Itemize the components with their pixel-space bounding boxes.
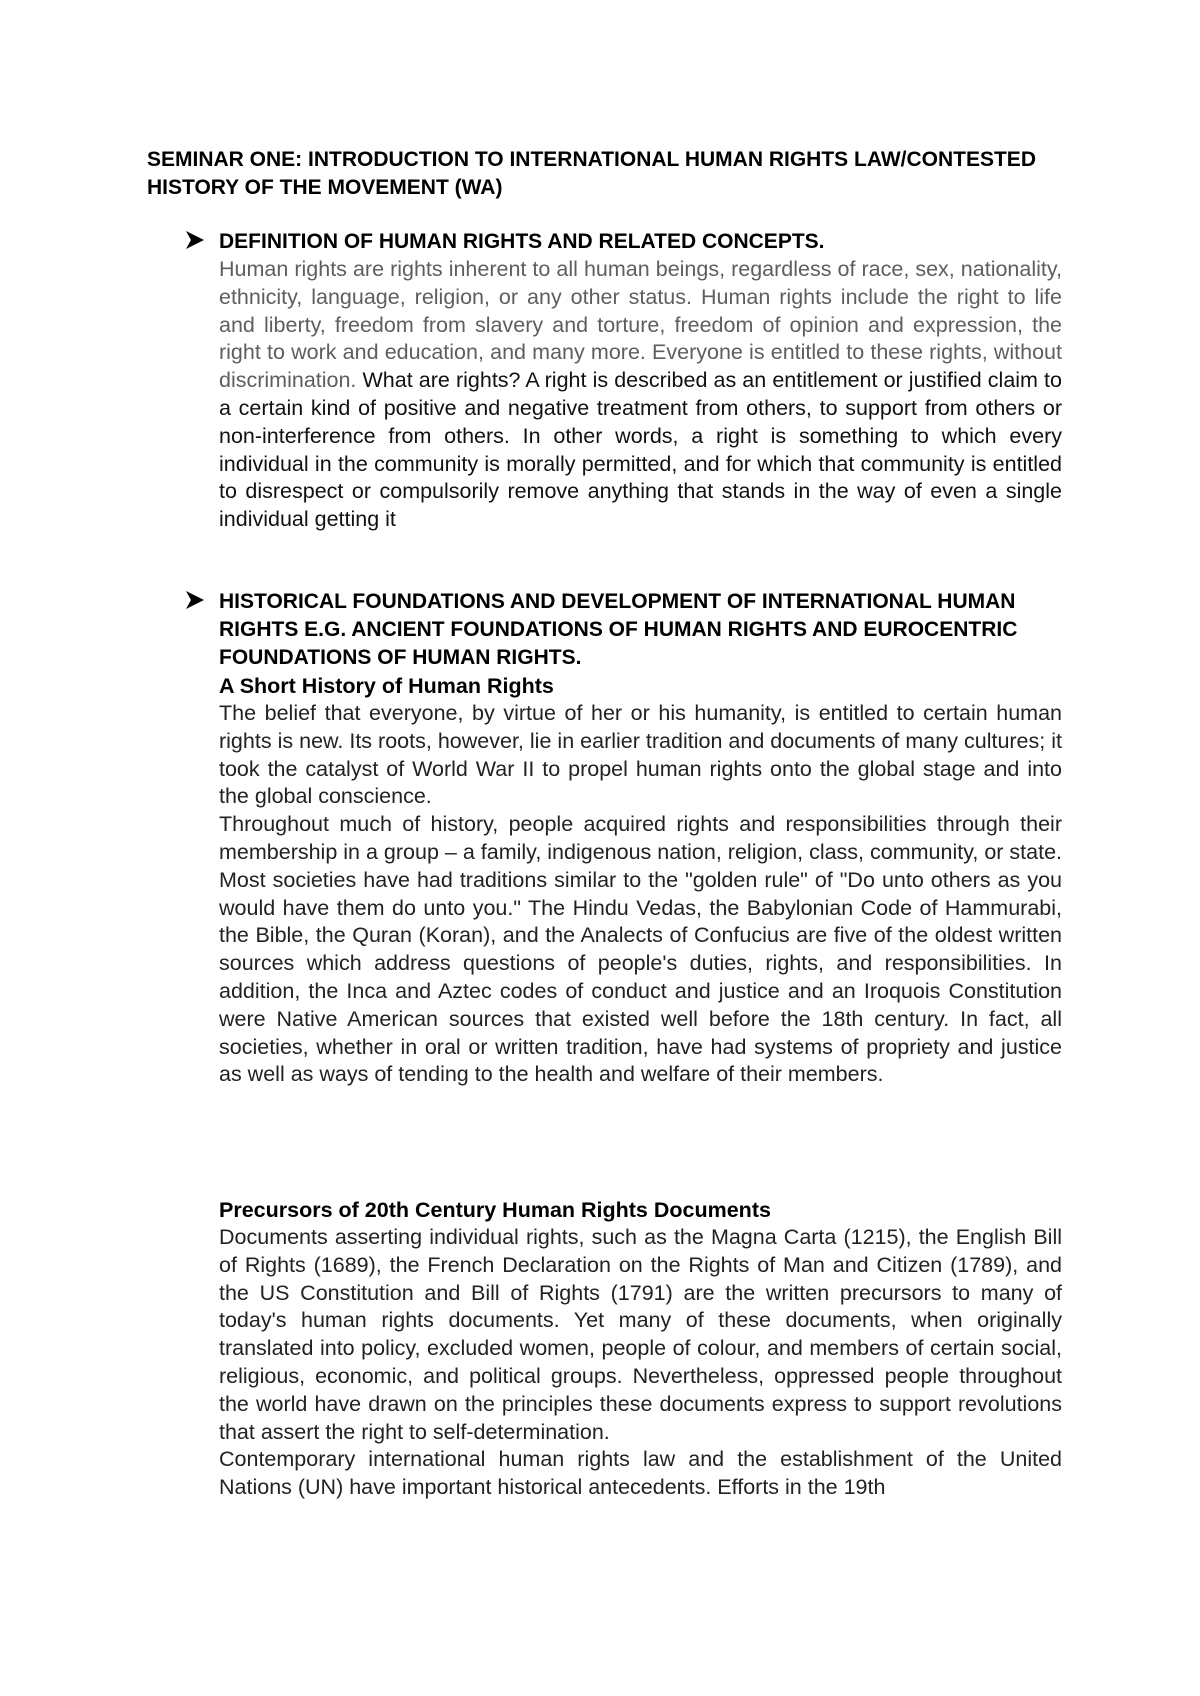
section-paragraph: Contemporary international human rights law and the establishment of the United Nations (UN) have important historical antecedents. Efforts in the 19th bbox=[219, 1447, 1062, 1500]
arrowhead-bullet-icon bbox=[184, 589, 206, 611]
paragraph-gray-text: Human rights are rights inherent to all human beings, regardless of race, sex, nationality, ethnicity, language, religion, or any other status. Human rights include the right to life and liberty, freedom from slavery and torture, freedom of opinion and expression, the right to work and education, and many more. Everyone is entitled to these rights, without discrimination. bbox=[219, 257, 1062, 393]
section-subheading: Precursors of 20th Century Human Rights Documents bbox=[219, 1198, 771, 1222]
section-heading: DEFINITION OF HUMAN RIGHTS AND RELATED CONCEPTS. bbox=[219, 230, 825, 253]
section-paragraph: Throughout much of history, people acquired rights and responsibilities through their membership in a group – a family, indigenous nation, religion, class, community, or state. Most societies have had traditions similar to the "golden rule" of "Do unto others as you would have them do unto you." The Hindu Vedas, the Babylonian Code of Hammurabi, the Bible, the Quran (Koran), and the Analects of Confucius are five of the oldest written sources which address questions of people's duties, rights, and responsibilities. In addition, the Inca and Aztec codes of conduct and justice and an Iroquois Constitution were Native American sources that existed well before the 18th century. In fact, all societies, whether in oral or written tradition, have had systems of propriety and justice as well as ways of tending to the health and welfare of their members. bbox=[219, 812, 1062, 1087]
section-heading: HISTORICAL FOUNDATIONS AND DEVELOPMENT OF INTERNATIONAL HUMAN RIGHTS E.G. ANCIENT FOUNDATIONS OF HUMAN RIGHTS AND EUROCENTRIC FOUNDATIONS OF HUMAN RIGHTS. bbox=[219, 590, 1018, 669]
section-subheading: A Short History of Human Rights bbox=[219, 674, 554, 698]
section-historical-foundations bbox=[184, 588, 1062, 1089]
section-paragraph: The belief that everyone, by virtue of her or his humanity, is entitled to certain human rights is new. Its roots, however, lie in earlier tradition and documents of many cultures; it took the catalyst of World War II to propel human rights onto the global stage and into the global conscience. bbox=[219, 701, 1062, 809]
section-paragraph: Documents asserting individual rights, such as the Magna Carta (1215), the English Bill of Rights (1689), the French Declaration on the Rights of Man and Citizen (1789), and the US Constitution and Bill of Rights (1791) are the written precursors to many of today's human rights documents. Yet many of these documents, when originally translated into policy, excluded women, people of colour, and members of certain social, religious, economic, and political groups. Nevertheless, oppressed people throughout the world have drawn on the principles these documents express to support revolutions that assert the right to self-determination. bbox=[219, 1225, 1062, 1444]
section-paragraph bbox=[219, 256, 1062, 534]
document-title: SEMINAR ONE: INTRODUCTION TO INTERNATIONAL HUMAN RIGHTS LAW/CONTESTED HISTORY OF THE MOVEMENT (WA) bbox=[147, 148, 1036, 199]
section-precursors bbox=[184, 1196, 1062, 1502]
section-definition bbox=[184, 228, 1062, 534]
arrowhead-bullet-icon bbox=[184, 229, 206, 251]
paragraph-black-text: What are rights? A right is described as an entitlement or justified claim to a certain kind of positive and negative treatment from others, to support from others or non-interference from others. In other words, a right is something to which every individual in the community is morally permitted, and for which that community is entitled to disrespect or compulsorily remove anything that stands in the way of even a single individual getting it bbox=[219, 368, 1062, 532]
